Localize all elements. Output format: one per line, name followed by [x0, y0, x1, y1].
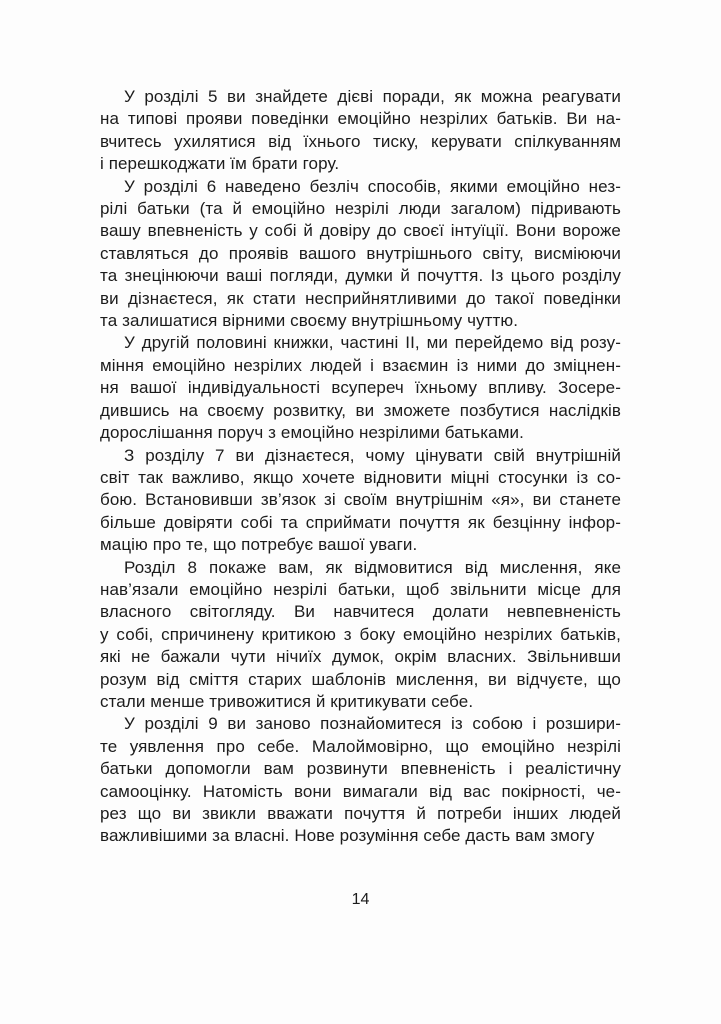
- paragraph: [100, 713, 621, 847]
- text-line: дившись на своєму розвитку, ви зможете позбутися наслідків: [100, 400, 621, 420]
- paragraph: [100, 445, 621, 557]
- text-line: вашу впевненість у собі й довіру до своєї інтуїції. Вони вороже: [100, 221, 621, 241]
- text-line: дорослішання поруч з емоційно незрілими батьками.: [100, 423, 524, 443]
- text-line: ня вашої індивідуальності всупереч їхньому впливу. Зосере-: [100, 378, 621, 398]
- text-line: які не бажали чути нічиїх думок, окрім власних. Звільнивши: [100, 647, 621, 667]
- text-line: і перешкоджати їм брати гору.: [100, 154, 340, 174]
- text-line: рілі батьки (та й емоційно незрілі люди загалом) підривають: [100, 199, 621, 219]
- text-line: більше довіряти собі та сприймати почуття як безцінну інфор-: [100, 512, 621, 532]
- text-line: бою. Встановивши зв’язок зі своїм внутрішнім «я», ви станете: [100, 490, 621, 510]
- text-line: У розділі 6 наведено безліч способів, якими емоційно нез-: [124, 176, 621, 196]
- text-line: самооцінку. Натомість вони вимагали від вас покірності, че-: [100, 781, 621, 801]
- text-line: розум від сміття старих шаблонів мислення, ви відчуєте, що: [100, 669, 621, 689]
- text-line: ви дізнаєтеся, як стати несприйнятливими до такої поведінки: [100, 288, 621, 308]
- text-line: світ так важливо, якщо хочете відновити міцні стосунки із со-: [100, 467, 621, 487]
- text-line: на типові прояви поведінки емоційно незрілих батьків. Ви на-: [100, 109, 621, 129]
- text-line: важливішими за власні. Нове розуміння себе дасть вам змогу: [100, 826, 595, 846]
- text-line: У розділі 5 ви знайдете дієві поради, як можна реагувати: [124, 87, 621, 106]
- page-number: 14: [351, 891, 370, 908]
- text-block: [100, 86, 621, 848]
- text-line: У розділі 9 ви заново познайомитеся із собою і розшири-: [124, 714, 621, 734]
- text-line: батьки допомогли вам розвинути впевненість і реалістичну: [100, 759, 621, 779]
- text-line: міння емоційно незрілих людей і взаємин із ними до зміцнен-: [100, 355, 621, 375]
- text-line: вчитесь ухилятися від їхнього тиску, керувати спілкуванням: [100, 131, 621, 151]
- text-line: У другій половині книжки, частині II, ми перейдемо від розу-: [124, 333, 621, 353]
- paragraph: [100, 557, 621, 714]
- text-line: та знецінюючи ваші погляди, думки й почуття. Із цього розділу: [100, 266, 621, 286]
- paragraph: [100, 176, 621, 333]
- text-line: те уявлення про себе. Малоймовірно, що емоційно незрілі: [100, 736, 621, 756]
- paragraph: [100, 332, 621, 444]
- text-line: Розділ 8 покаже вам, як відмовитися від мислення, яке: [124, 557, 621, 577]
- paragraph: [100, 86, 621, 176]
- text-line: ставляться до проявів вашого внутрішнього світу, висміюючи: [100, 243, 621, 263]
- text-line: стали менше тривожитися й критикувати себе.: [100, 691, 474, 711]
- text-line: власного світогляду. Ви навчитеся долати невпевненість: [100, 602, 621, 622]
- text-line: та залишатися вірними своєму внутрішньому чуттю.: [100, 311, 519, 331]
- text-line: у собі, спричинену критикою з боку емоційно незрілих батьків,: [100, 624, 621, 644]
- text-line: З розділу 7 ви дізнаєтеся, чому цінувати свій внутрішній: [124, 445, 621, 465]
- text-line: нав’язали емоційно незрілі батьки, щоб звільнити місце для: [100, 579, 621, 599]
- text-line: рез що ви звикли вважати почуття й потреби інших людей: [100, 804, 621, 823]
- text-line: мацію про те, що потребує вашої уваги.: [100, 535, 418, 555]
